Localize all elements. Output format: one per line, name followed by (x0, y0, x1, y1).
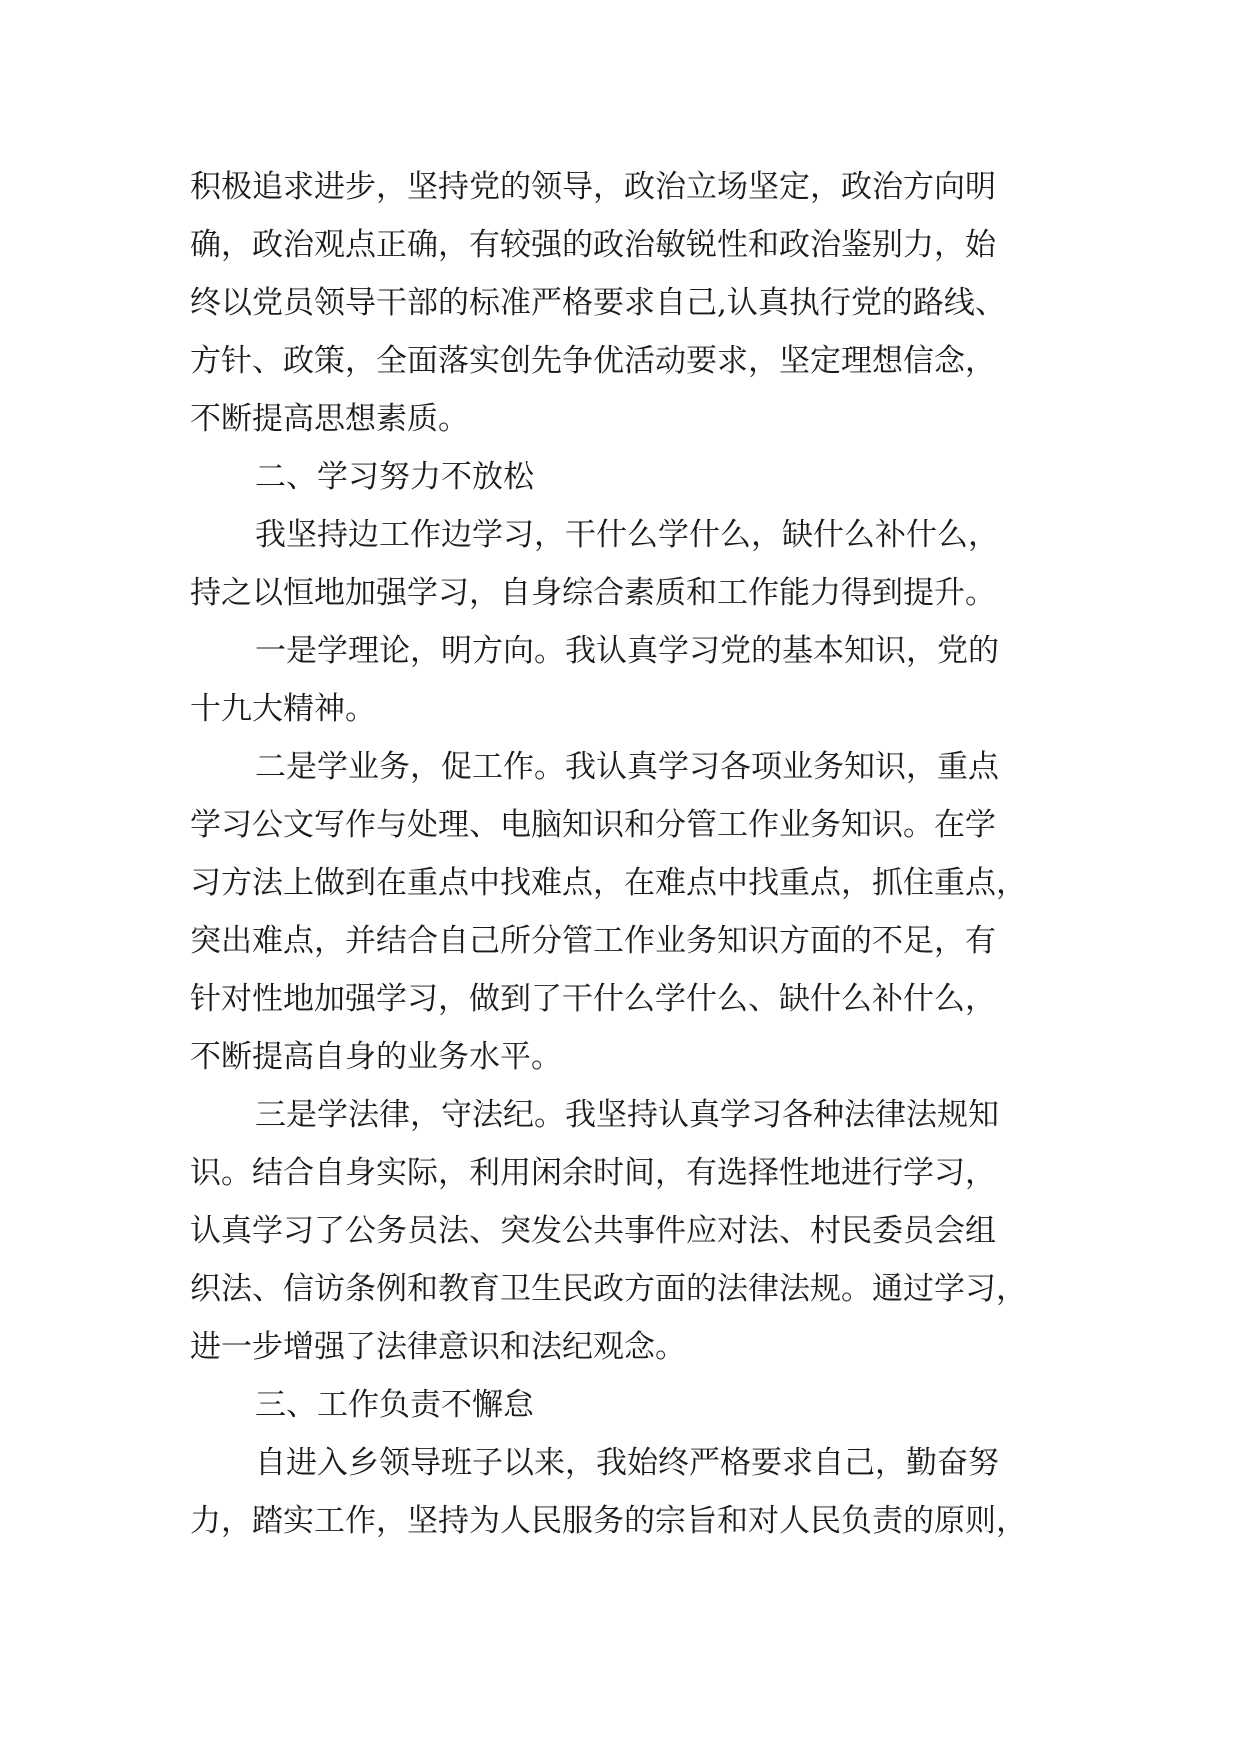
section-heading: 三、工作负责不懈怠 (255, 1387, 534, 1423)
text-line: 二是学业务，促工作。我认真学习各项业务知识，重点 (255, 749, 999, 785)
text-line: 针对性地加强学习，做到了干什么学什么、缺什么补什么， (190, 981, 996, 1017)
text-line: 识。结合自身实际，利用闲余时间，有选择性地进行学习， (190, 1155, 996, 1191)
text-line: 一是学理论，明方向。我认真学习党的基本知识，党的 (255, 633, 999, 669)
text-line: 习方法上做到在重点中找难点，在难点中找重点，抓住重点， (190, 865, 1027, 901)
text-line: 我坚持边工作边学习，干什么学什么，缺什么补什么， (255, 517, 999, 553)
text-line: 确，政治观点正确，有较强的政治敏锐性和政治鉴别力，始 (190, 227, 996, 263)
text-line: 织法、信访条例和教育卫生民政方面的法律法规。通过学习， (190, 1271, 1027, 1307)
section-heading: 二、学习努力不放松 (255, 459, 534, 495)
text-line: 持之以恒地加强学习，自身综合素质和工作能力得到提升。 (190, 575, 996, 611)
text-line: 自进入乡领导班子以来，我始终严格要求自己，勤奋努 (255, 1445, 999, 1481)
text-line: 认真学习了公务员法、突发公共事件应对法、村民委员会组 (190, 1213, 996, 1249)
text-line: 突出难点，并结合自己所分管工作业务知识方面的不足，有 (190, 923, 996, 959)
text-line: 方针、政策，全面落实创先争优活动要求，坚定理想信念， (190, 343, 996, 379)
text-line: 不断提高思想素质。 (190, 401, 469, 437)
text-line: 十九大精神。 (190, 691, 376, 727)
text-line: 终以党员领导干部的标准严格要求自己,认真执行党的路线、 (190, 285, 1006, 321)
text-line: 力，踏实工作，坚持为人民服务的宗旨和对人民负责的原则， (190, 1503, 1027, 1539)
text-line: 积极追求进步，坚持党的领导，政治立场坚定，政治方向明 (190, 169, 996, 205)
text-line: 三是学法律，守法纪。我坚持认真学习各种法律法规知 (255, 1097, 999, 1133)
text-line: 不断提高自身的业务水平。 (190, 1039, 562, 1075)
text-line: 学习公文写作与处理、电脑知识和分管工作业务知识。在学 (190, 807, 996, 843)
text-line: 进一步增强了法律意识和法纪观念。 (190, 1329, 686, 1365)
